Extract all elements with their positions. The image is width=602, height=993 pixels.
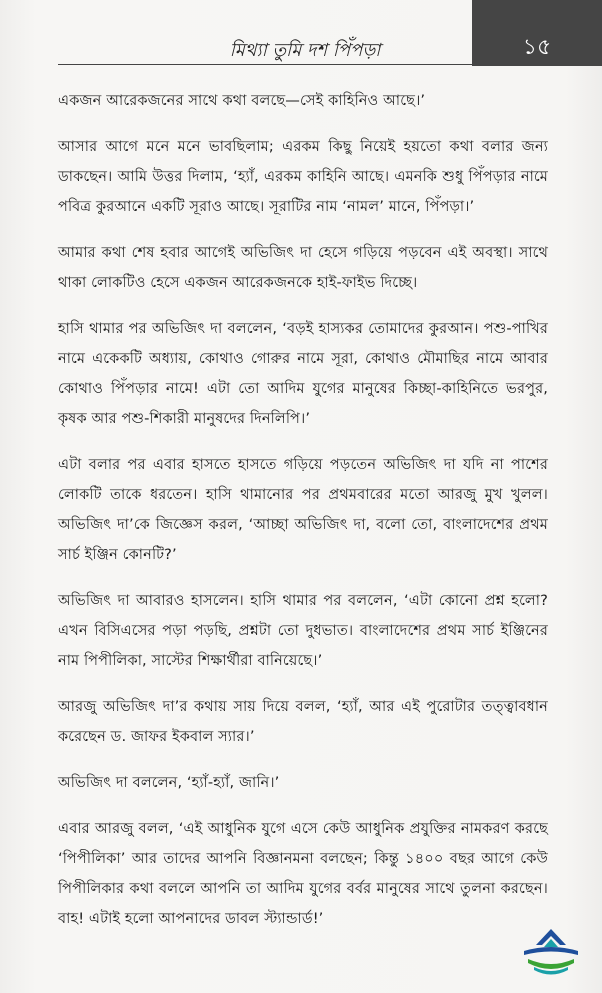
header-divider <box>58 64 472 65</box>
paragraph-3: আমার কথা শেষ হবার আগেই অভিজিৎ দা হেসে গড়িয়ে পড়বেন এই অবস্থা। সাথে থাকা লোকটিও হেসে একজন আরেকজনকে হাই-ফাইভ দিচ্ছে। <box>58 244 548 291</box>
paragraph-2: আসার আগে মনে মনে ভাবছিলাম; এরকম কিছু নিয়েই হয়তো কথা বলার জন্য ডাকছেন। আমি উত্তর দিলাম, ‘হ্যাঁ, এরকম কাহিনি আছে। এমনকি শুধু পিঁপড়ার নামে পবিত্র কুরআনে একটি সূরাও আছে। সূরাটির নাম ‘নামল’ মানে, পিঁপড়া।’ <box>58 138 548 215</box>
publisher-logo-icon <box>520 925 582 981</box>
page-number: ১৫ <box>522 35 552 60</box>
paragraph-8: অভিজিৎ দা বললেন, ‘হ্যাঁ-হ্যাঁ, জানি।’ <box>58 774 280 791</box>
paragraph-7: আরজু অভিজিৎ দা’র কথায় সায় দিয়ে বলল, ‘হ্যাঁ, আর এই পুরোটার তত্ত্বাবধান করেছেন ড. জাফর ইকবাল স্যার।’ <box>58 698 548 745</box>
page-number-tab <box>472 0 602 66</box>
paragraph-5: এটা বলার পর এবার হাসতে হাসতে গড়িয়ে পড়তেন অভিজিৎ দা যদি না পাশের লোকটি তাকে ধরতেন। হাসি থামানোর পর প্রথমবারের মতো আরজু মুখ খুলল। অভিজিৎ দা’কে জিজ্ঞেস করল, ‘আচ্ছা অভিজিৎ দা, বলো তো, বাংলাদেশের প্রথম সার্চ ইঞ্জিন কোনটি?’ <box>58 456 548 563</box>
body-text <box>58 86 548 950</box>
running-title: মিথ্যা তুমি দশ পিঁপড়া <box>229 40 381 61</box>
paragraph-4: হাসি থামার পর অভিজিৎ দা বললেন, ‘বড়ই হাস্যকর তোমাদের কুরআন। পশু-পাখির নামে একেকটি অধ্যায়, কোথাও গোরুর নামে সূরা, কোথাও মৌমাছির নামে আবার কোথাও পিঁপড়ার নামে! এটা তো আদিম যুগের মানুষের কিচ্ছা-কাহিনিতে ভরপুর, কৃষক আর পশু-শিকারী মানুষদের দিনলিপি।’ <box>58 320 548 427</box>
paragraph-1: একজন আরেকজনের সাথে কথা বলছে—সেই কাহিনিও আছে।’ <box>58 92 426 109</box>
page-header <box>0 0 602 66</box>
paragraph-6: অভিজিৎ দা আবারও হাসলেন। হাসি থামার পর বললেন, ‘এটা কোনো প্রশ্ন হলো? এখন বিসিএসের পড়া পড়ছি, প্রশ্নটা তো দুধভাত। বাংলাদেশের প্রথম সার্চ ইঞ্জিনের নাম পিপীলিকা, সাস্টের শিক্ষার্থীরা বানিয়েছে।’ <box>58 592 548 669</box>
paragraph-9: এবার আরজু বলল, ‘এই আধুনিক যুগে এসে কেউ আধুনিক প্রযুক্তির নামকরণ করছে ‘পিপীলিকা’ আর তাদের আপনি বিজ্ঞানমনা বলছেন; কিন্তু ১৪০০ বছর আগে কেউ পিপীলিকার কথা বললে আপনি তা আদিম যুগের বর্বর মানুষের সাথে তুলনা করছেন। বাহ! এটাই হলো আপনাদের ডাবল স্ট্যান্ডার্ড!’ <box>58 820 548 927</box>
